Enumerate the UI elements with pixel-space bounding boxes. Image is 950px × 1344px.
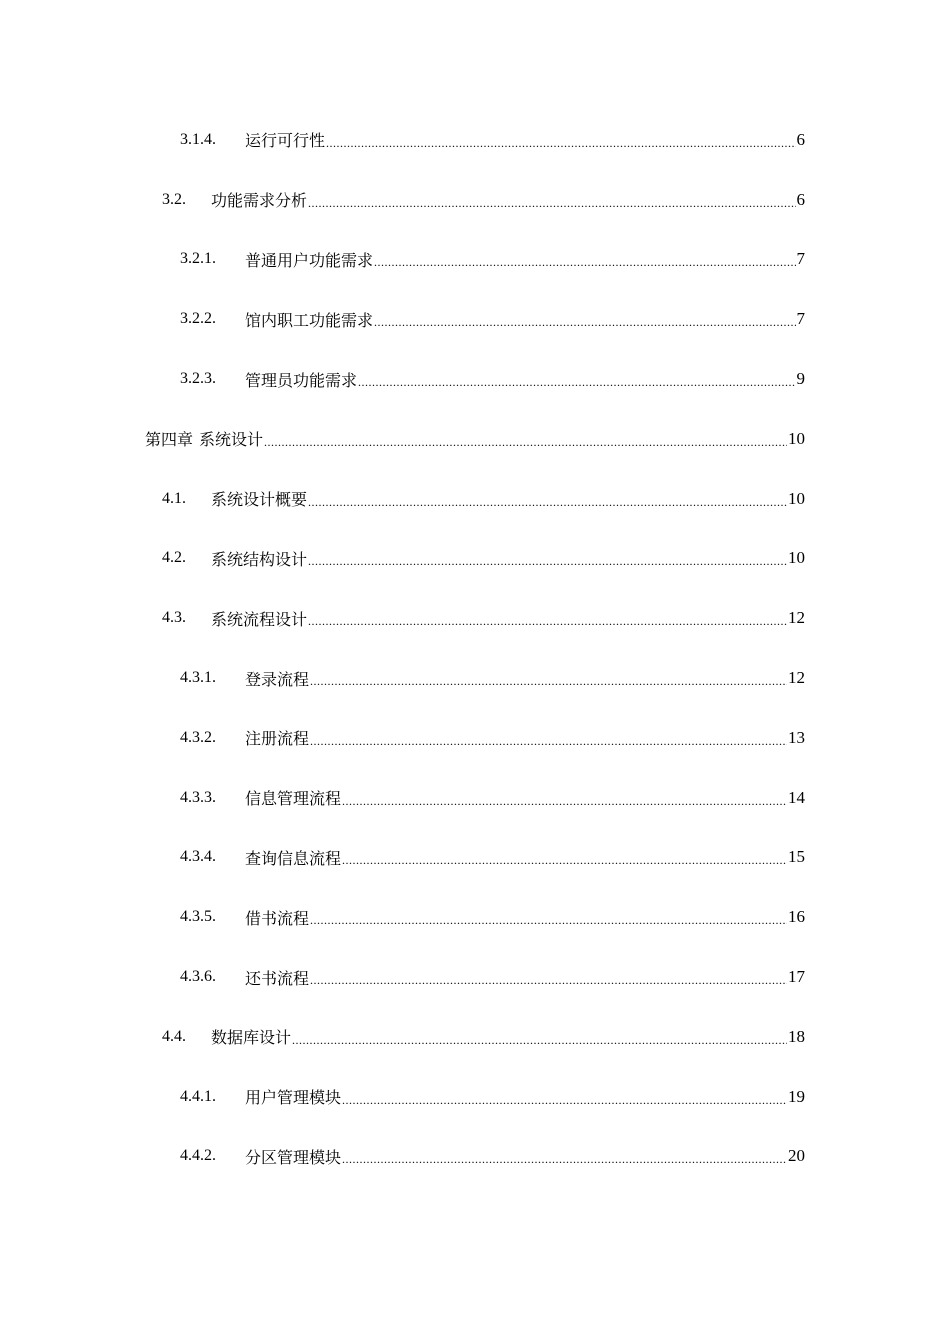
toc-entry-title: 登录流程 (245, 669, 310, 689)
toc-entry[interactable] (0, 708, 950, 768)
toc-entry-title: 管理员功能需求 (245, 370, 358, 390)
toc-entry[interactable] (0, 828, 950, 888)
toc-entry[interactable] (0, 887, 950, 947)
toc-entry-title: 系统设计 (199, 430, 264, 450)
toc-entry-number: 4.3.3. (180, 788, 216, 806)
toc-entry-page: 16 (788, 907, 805, 927)
toc-entry-page: 9 (796, 369, 805, 389)
toc-entry-page: 10 (788, 428, 805, 448)
toc-entry-title: 注册流程 (245, 729, 310, 749)
toc-entry[interactable] (0, 110, 950, 170)
toc-dot-leader (342, 1153, 787, 1186)
toc-entry[interactable] (0, 947, 950, 1007)
toc-dot-leader (358, 376, 795, 409)
toc-entry-title: 运行可行性 (245, 131, 326, 151)
toc-entry-number: 4.4.2. (180, 1147, 216, 1165)
toc-entry-page: 10 (788, 488, 805, 508)
toc-entry[interactable] (0, 230, 950, 290)
toc-entry-title: 普通用户功能需求 (245, 250, 374, 270)
toc-dot-leader (292, 1034, 787, 1067)
toc-entry-number: 4.3. (162, 609, 186, 627)
toc-entry-title: 用户管理模块 (245, 1088, 342, 1108)
toc-entry[interactable] (0, 1007, 950, 1067)
toc-entry-number: 4.2. (162, 549, 186, 567)
toc-entry-title: 信息管理流程 (245, 789, 342, 809)
toc-dot-leader (310, 735, 787, 768)
toc-entry-number: 4.3.5. (180, 908, 216, 926)
toc-dot-leader (342, 854, 787, 887)
toc-entry[interactable] (0, 1067, 950, 1127)
toc-entry-page: 7 (796, 249, 805, 269)
toc-entry-page: 6 (796, 129, 805, 149)
toc-entry-number: 3.2.1. (180, 250, 216, 268)
toc-entry-number: 4.3.4. (180, 848, 216, 866)
toc-dot-leader (308, 615, 787, 648)
toc-entry-title: 系统流程设计 (211, 609, 308, 629)
toc-entry-page: 17 (788, 967, 805, 987)
toc-entry-title: 系统结构设计 (211, 549, 308, 569)
toc-dot-leader (374, 256, 795, 289)
toc-entry-title: 还书流程 (245, 968, 310, 988)
toc-entry-page: 7 (796, 309, 805, 329)
table-of-contents (0, 110, 950, 1186)
toc-dot-leader (326, 137, 795, 170)
toc-entry[interactable] (0, 529, 950, 589)
toc-dot-leader (310, 675, 787, 708)
toc-entry-title: 查询信息流程 (245, 848, 342, 868)
toc-entry[interactable] (0, 1127, 950, 1187)
toc-entry[interactable] (0, 349, 950, 409)
toc-entry-number: 4.3.2. (180, 728, 216, 746)
toc-entry[interactable] (0, 648, 950, 708)
toc-entry-page: 10 (788, 548, 805, 568)
toc-dot-leader (310, 914, 787, 947)
toc-dot-leader (310, 974, 787, 1007)
toc-entry-number: 3.2.3. (180, 370, 216, 388)
toc-dot-leader (308, 197, 795, 230)
toc-entry-page: 13 (788, 727, 805, 747)
toc-entry-title: 馆内职工功能需求 (245, 310, 374, 330)
toc-dot-leader (342, 1094, 787, 1127)
toc-entry-title: 数据库设计 (211, 1028, 292, 1048)
toc-entry-number: 4.4. (162, 1027, 186, 1045)
toc-entry-page: 18 (788, 1026, 805, 1046)
toc-dot-leader (308, 496, 787, 529)
toc-entry-page: 14 (788, 787, 805, 807)
toc-entry-title: 功能需求分析 (211, 191, 308, 211)
toc-entry-title: 系统设计概要 (211, 490, 308, 510)
toc-entry-number: 第四章 (145, 432, 194, 450)
toc-dot-leader (342, 795, 787, 828)
toc-entry[interactable] (0, 588, 950, 648)
toc-entry[interactable] (0, 768, 950, 828)
toc-entry-number: 3.2. (162, 190, 186, 208)
toc-entry[interactable] (0, 469, 950, 529)
toc-entry-title: 分区管理模块 (245, 1147, 342, 1167)
toc-entry-number: 4.3.1. (180, 669, 216, 687)
toc-entry-page: 12 (788, 608, 805, 628)
toc-entry-title: 借书流程 (245, 908, 310, 928)
toc-entry[interactable] (0, 170, 950, 230)
toc-dot-leader (374, 316, 795, 349)
toc-entry-number: 4.3.6. (180, 968, 216, 986)
toc-entry-page: 20 (788, 1146, 805, 1166)
toc-dot-leader (308, 555, 787, 588)
toc-entry-number: 3.2.2. (180, 310, 216, 328)
toc-entry-page: 19 (788, 1086, 805, 1106)
toc-entry[interactable] (0, 409, 950, 469)
toc-entry-page: 12 (788, 668, 805, 688)
toc-entry-page: 15 (788, 847, 805, 867)
toc-entry-number: 3.1.4. (180, 130, 216, 148)
toc-dot-leader (264, 436, 787, 469)
toc-entry-number: 4.1. (162, 489, 186, 507)
toc-entry-page: 6 (796, 189, 805, 209)
toc-entry[interactable] (0, 289, 950, 349)
toc-entry-number: 4.4.1. (180, 1087, 216, 1105)
